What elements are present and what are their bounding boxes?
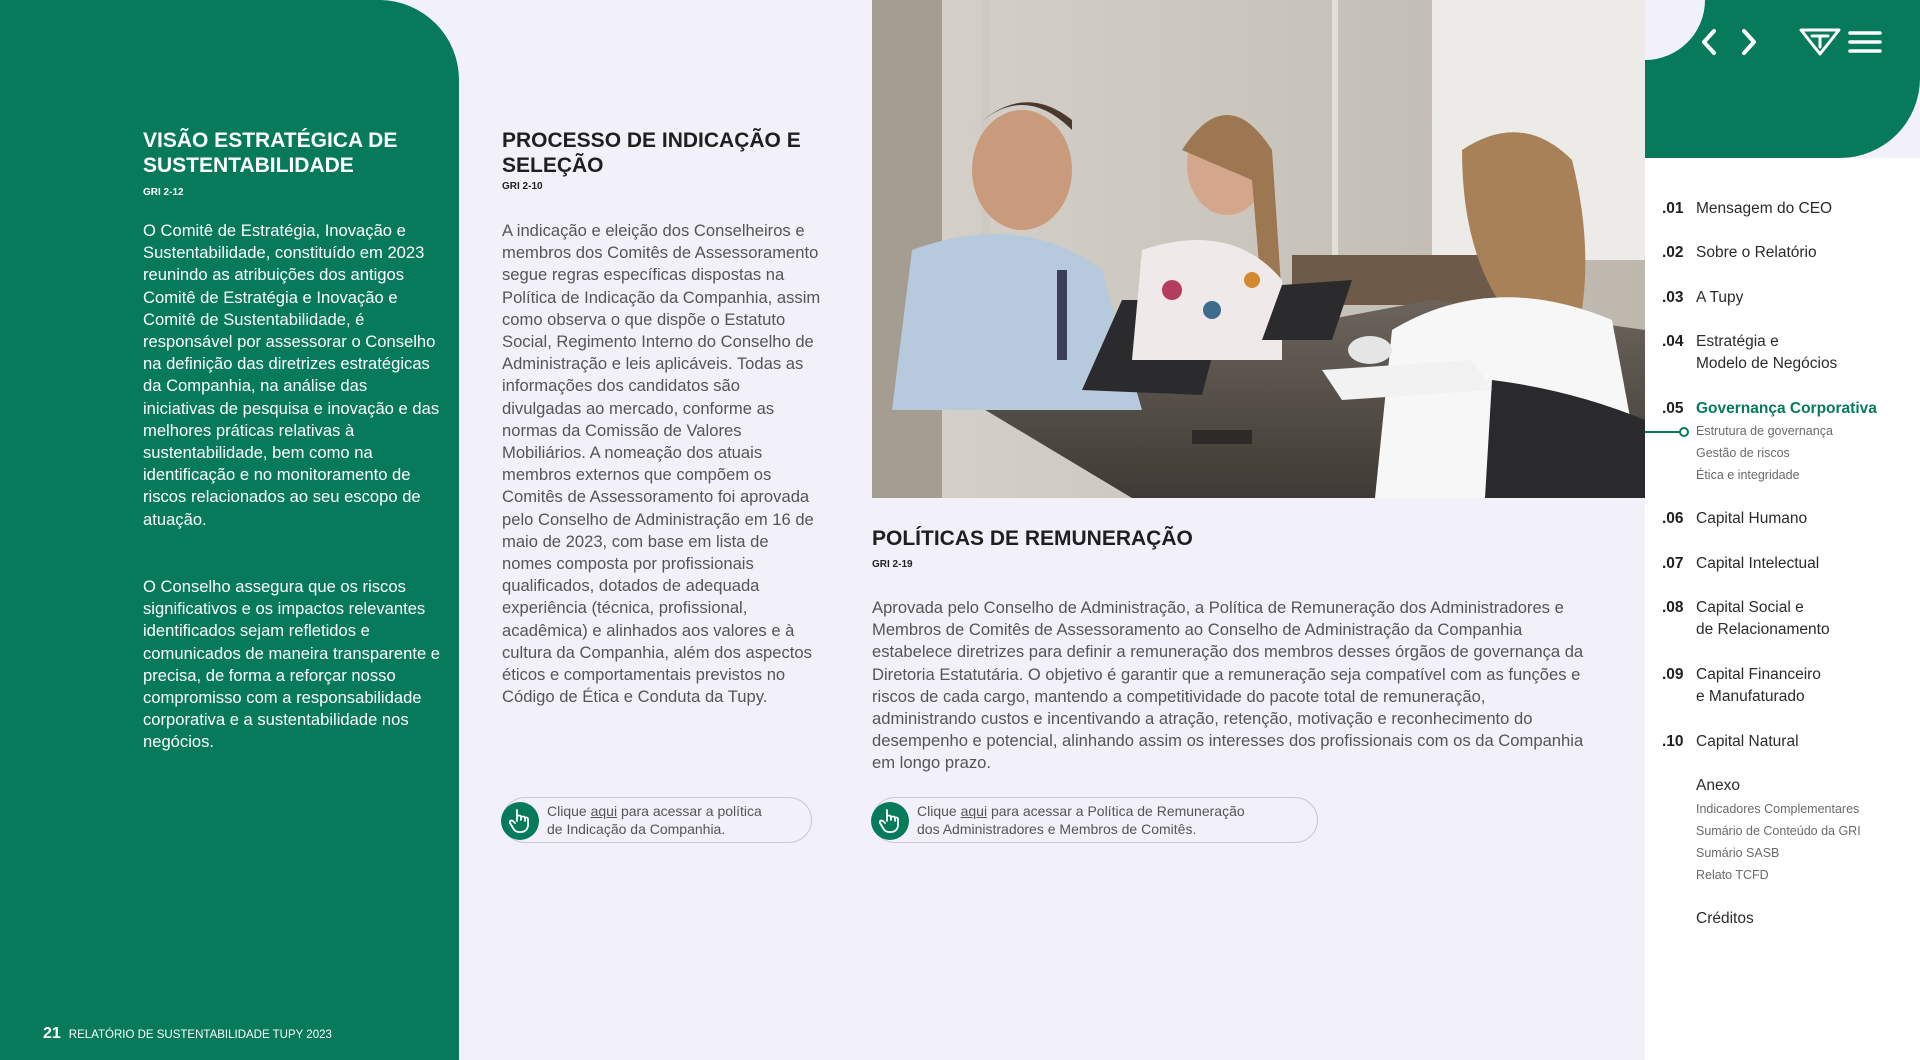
paragraph: O Conselho assegura que os riscos significativos e os impactos relevantes identificados sejam refletidos e comunicados de maneira transparente e precisa, de forma a reforçar nosso compromisso com a responsabilidade corporativa e a sustentabilidade nos negócios.: [143, 577, 441, 752]
section-title-nomination: PROCESSO DE INDICAÇÃO E SELEÇÃO: [502, 129, 801, 177]
link-here[interactable]: aqui: [960, 803, 988, 819]
toc-sub-tcfd-report[interactable]: Relato TCFD: [1696, 868, 1769, 882]
toc-sub-complementary-indicators[interactable]: Indicadores Complementares: [1696, 802, 1860, 816]
toc-sub-ethics-integrity[interactable]: Ética e integridade: [1696, 468, 1800, 482]
toc-sub-governance-structure[interactable]: Estrutura de governança: [1696, 424, 1833, 438]
toc-item-strategy[interactable]: .04 Estratégia e Modelo de Negócios: [1662, 333, 1838, 372]
hand-pointer-icon: [501, 802, 539, 840]
toc-item-credits[interactable]: Créditos: [1696, 910, 1754, 927]
gri-code: GRI 2-12: [143, 187, 184, 198]
menu-button[interactable]: [1845, 22, 1885, 62]
toc-item-financial-capital[interactable]: .09 Capital Financeiro e Manufaturado: [1662, 666, 1821, 705]
tupy-logo-icon: [1798, 27, 1842, 57]
toc-item-governance[interactable]: .05 Governança Corporativa: [1662, 400, 1877, 417]
page-footer: [43, 1025, 332, 1043]
link-text: Clique aqui para acessar a Política de Remuneração dos Administradores e Membros de Comitês.: [917, 803, 1245, 837]
hand-pointer-icon: [871, 802, 909, 840]
active-indicator-dot: [1679, 427, 1689, 437]
toc-item-ceo-message[interactable]: .01 Mensagem do CEO: [1662, 200, 1833, 217]
gri-code: GRI 2-10: [502, 181, 543, 192]
link-here[interactable]: aqui: [590, 803, 618, 819]
meeting-photo: [872, 0, 1645, 498]
toc-sub-risk-management[interactable]: Gestão de riscos: [1696, 446, 1790, 460]
page-number: 21: [43, 1025, 61, 1042]
previous-page-button[interactable]: [1689, 22, 1729, 62]
paragraph: O Comitê de Estratégia, Inovação e Sustentabilidade, constituído em 2023 reunindo as atribuições dos antigos Comitê de Estratégia e Inovação e Comitê de Sustentabilidade, é responsável por assessorar o Conselho na definição das diretrizes estratégicas da Companhia, na análise das iniciativas de pesquisa e inovação e das melhores práticas relativas à sustentabilidade, bem como na identificação e no monitoramento de riscos relacionados ao seu escopo de atuação.: [143, 221, 440, 529]
toc-item-about-report[interactable]: .02 Sobre o Relatório: [1662, 244, 1817, 261]
gri-code: GRI 2-19: [872, 559, 913, 570]
toc-item-tupy[interactable]: .03 A Tupy: [1662, 289, 1744, 306]
next-page-button[interactable]: [1729, 22, 1769, 62]
home-logo-button[interactable]: [1795, 22, 1845, 62]
link-text: Clique aqui para acessar a política de Indicação da Companhia.: [547, 803, 762, 837]
report-title: RELATÓRIO DE SUSTENTABILIDADE TUPY 2023: [68, 1029, 332, 1041]
chevron-left-icon: [1699, 28, 1719, 56]
toc-item-intellectual-capital[interactable]: .07 Capital Intelectual: [1662, 555, 1820, 572]
remuneration-policy-link[interactable]: [872, 797, 1318, 843]
section-title-strategic-vision: VISÃO ESTRATÉGICA DE SUSTENTABILIDADE: [143, 129, 398, 177]
nomination-policy-link[interactable]: [502, 797, 812, 843]
toc-sub-sasb-index[interactable]: Sumário SASB: [1696, 846, 1780, 860]
toc-item-annex[interactable]: Anexo: [1696, 777, 1740, 794]
paragraph: A indicação e eleição dos Conselheiros e membros dos Comitês de Assessoramento segue regras específicas dispostas na Política de Indicação da Companhia, assim como observa o que dispõe o Estatuto Social, Regimento Interno do Conselho de Administração e leis aplicáveis. Todas as informações dos candidatos são divulgadas ao mercado, conforme as normas da Comissão de Valores Mobiliários. A nomeação dos atuais membros externos que compõem os Comitês de Assessoramento foi aprovada pelo Conselho de Administração em 16 de maio de 2023, com base em lista de nomes composta por profissionais qualificados, dotados de adequada experiência (técnica, profissional, acadêmica) e alinhados aos valores e à cultura da Companhia, além dos aspectos éticos e comportamentais previstos no Código de Ética e Conduta da Tupy.: [502, 221, 821, 707]
menu-icon: [1848, 30, 1882, 54]
paragraph: Aprovada pelo Conselho de Administração, a Política de Remuneração dos Administradores e Membros de Comitês de Assessoramento ao Conselho de Administração da Companhia estabelece diretrizes para definir a remuneração dos membros desses órgãos de governança da Diretoria Estatutária. O objetivo é garantir que a remuneração seja compatível com as funções e riscos de cada cargo, mantendo a competitividade do pacote total de remuneração, administrando custos e incentivando a atração, retenção, motivação e reconhecimento do desempenho e potencial, alinhando assim os interesses dos profissionais com os da Companhia em longo prazo.: [872, 598, 1584, 773]
toc-item-human-capital[interactable]: .06 Capital Humano: [1662, 510, 1808, 527]
top-navigation: [1645, 0, 1920, 158]
chevron-right-icon: [1739, 28, 1759, 56]
section-title-remuneration: POLÍTICAS DE REMUNERAÇÃO: [872, 527, 1193, 550]
strategic-vision-panel: [0, 0, 459, 1060]
toc-sub-gri-index[interactable]: Sumário de Conteúdo da GRI: [1696, 824, 1861, 838]
toc-item-social-capital[interactable]: .08 Capital Social e de Relacionamento: [1662, 599, 1830, 638]
toc-item-natural-capital[interactable]: .10 Capital Natural: [1662, 733, 1799, 750]
